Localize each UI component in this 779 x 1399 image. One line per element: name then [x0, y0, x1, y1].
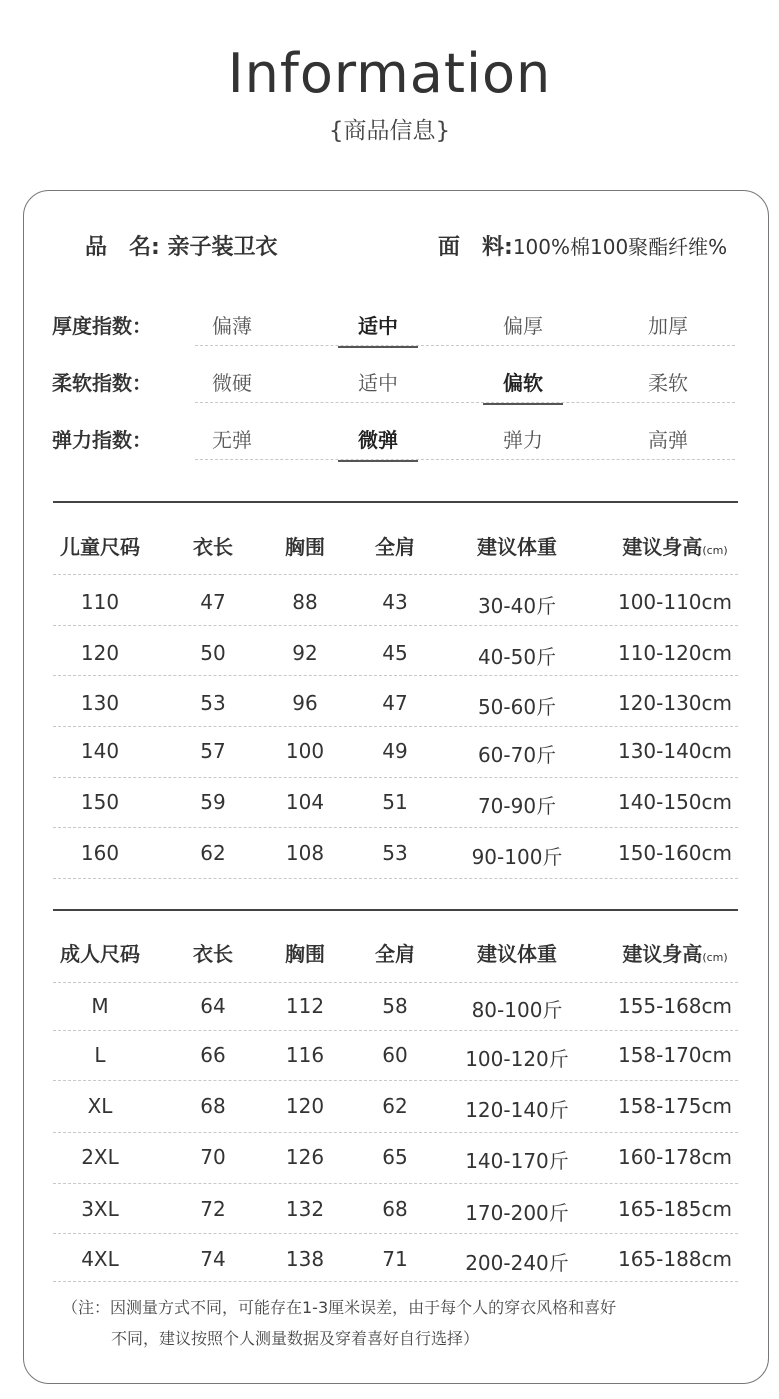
index-label: 柔软指数： [52, 371, 152, 395]
table-cell: 30-40斤 [477, 594, 557, 618]
table-cell: 43 [382, 590, 408, 614]
table-cell: 200-240斤 [465, 1251, 569, 1275]
table-cell: 60-70斤 [477, 743, 557, 767]
table-cell: 120-130cm [617, 691, 733, 715]
table-cell: 140-150cm [617, 790, 733, 814]
table-row-divider [53, 1281, 738, 1282]
table-cell: 132 [285, 1197, 325, 1221]
table-row-divider [53, 625, 738, 626]
table-header-label: 建议体重 [477, 535, 557, 559]
table-cell: 70 [200, 1145, 226, 1169]
index-option: 柔软 [648, 371, 688, 395]
table-header-label: 成人尺码 [60, 942, 140, 966]
table-cell: 50-60斤 [477, 695, 557, 719]
table-header-cell [452, 938, 582, 967]
table-cell: 112 [285, 994, 325, 1018]
table-cell: 2XL [81, 1145, 119, 1169]
table-cell: M [91, 994, 109, 1018]
table-cell: 70-90斤 [477, 794, 557, 818]
table-cell: 130 [80, 691, 120, 715]
table-cell: 150 [80, 790, 120, 814]
table-header-cell [610, 531, 740, 560]
table-cell: 100-120斤 [465, 1047, 569, 1071]
table-cell: 72 [200, 1197, 226, 1221]
table-cell: 62 [200, 841, 226, 865]
table-cell: 140 [80, 739, 120, 763]
table-cell: 170-200斤 [465, 1201, 569, 1225]
table-cell: 88 [292, 590, 318, 614]
table-cell: 100 [285, 739, 325, 763]
product-name [85, 230, 278, 261]
table-cell: 59 [200, 790, 226, 814]
table-header-label: 胸围 [285, 535, 325, 559]
table-row-divider [53, 726, 738, 727]
table-cell: 90-100斤 [471, 845, 563, 869]
index-divider [195, 345, 735, 346]
index-option: 无弹 [212, 428, 252, 452]
table-header-label: 胸围 [285, 942, 325, 966]
table-cell: 110-120cm [617, 641, 733, 665]
index-option-selected: 偏软 [483, 367, 563, 396]
table-cell: 160 [80, 841, 120, 865]
table-cell: 53 [382, 841, 408, 865]
index-option-selected: 微弹 [338, 424, 418, 453]
table-cell: 66 [200, 1043, 226, 1067]
table-cell: 104 [285, 790, 325, 814]
table-header-label: 建议身高 [622, 535, 703, 559]
table-header-cell [35, 531, 165, 560]
index-option: 适中 [358, 371, 398, 395]
adult-table-top-rule [53, 909, 738, 911]
table-cell: 68 [200, 1094, 226, 1118]
index-label: 厚度指数： [52, 314, 152, 338]
table-cell: 110 [80, 590, 120, 614]
table-cell: 150-160cm [617, 841, 733, 865]
product-material [438, 230, 727, 261]
table-cell: 51 [382, 790, 408, 814]
table-row-divider [53, 777, 738, 778]
table-row-divider [53, 982, 738, 983]
table-cell: 57 [200, 739, 226, 763]
page-title: Information [227, 42, 552, 105]
table-cell: 4XL [81, 1247, 119, 1271]
product-material-value: 100%棉100聚酯纤维% [512, 235, 728, 259]
table-row-divider [53, 675, 738, 676]
table-cell: 62 [382, 1094, 408, 1118]
height-unit: (cm) [702, 951, 728, 964]
index-option: 弹力 [503, 428, 543, 452]
table-cell: 96 [292, 691, 318, 715]
table-cell: 160-178cm [617, 1145, 733, 1169]
index-option: 偏厚 [503, 314, 543, 338]
table-row-divider [53, 574, 738, 575]
page-subtitle: {商品信息} [328, 118, 451, 144]
table-header-label: 全肩 [375, 535, 415, 559]
index-option: 加厚 [648, 314, 688, 338]
table-cell: 80-100斤 [471, 998, 563, 1022]
table-cell: 47 [200, 590, 226, 614]
table-cell: 158-170cm [617, 1043, 733, 1067]
table-header-label: 衣长 [193, 535, 233, 559]
table-header-cell [452, 531, 582, 560]
table-cell: 165-185cm [617, 1197, 733, 1221]
index-label: 弹力指数： [52, 428, 152, 452]
table-header-cell [330, 531, 460, 560]
index-option: 偏薄 [212, 314, 252, 338]
table-cell: 71 [382, 1247, 408, 1271]
height-unit: (cm) [702, 544, 728, 557]
table-cell: 64 [200, 994, 226, 1018]
table-cell: 126 [285, 1145, 325, 1169]
table-cell: 108 [285, 841, 325, 865]
table-cell: 158-175cm [617, 1094, 733, 1118]
table-cell: 45 [382, 641, 408, 665]
table-cell: 60 [382, 1043, 408, 1067]
table-header-cell [610, 938, 740, 967]
table-cell: XL [87, 1094, 113, 1118]
table-cell: 53 [200, 691, 226, 715]
table-cell: 120 [285, 1094, 325, 1118]
index-option: 微硬 [212, 371, 252, 395]
product-name-label: 品 名: [85, 235, 160, 260]
table-cell: 138 [285, 1247, 325, 1271]
index-option: 高弹 [648, 428, 688, 452]
table-cell: 74 [200, 1247, 226, 1271]
table-cell: 58 [382, 994, 408, 1018]
table-row-divider [53, 827, 738, 828]
table-row-divider [53, 1030, 738, 1031]
table-cell: 49 [382, 739, 408, 763]
table-cell: 130-140cm [617, 739, 733, 763]
table-header-label: 儿童尺码 [60, 535, 140, 559]
table-cell: 68 [382, 1197, 408, 1221]
table-cell: 120 [80, 641, 120, 665]
table-cell: 40-50斤 [477, 645, 557, 669]
table-row-divider [53, 1183, 738, 1184]
table-cell: 155-168cm [617, 994, 733, 1018]
table-header-label: 建议身高 [622, 942, 703, 966]
product-name-value: 亲子装卫衣 [167, 235, 278, 260]
table-row-divider [53, 878, 738, 879]
table-cell: 165-188cm [617, 1247, 733, 1271]
index-divider [195, 459, 735, 460]
table-header-cell [330, 938, 460, 967]
table-row-divider [53, 1233, 738, 1234]
table-cell: 100-110cm [617, 590, 733, 614]
kids-table-top-rule [53, 501, 738, 503]
table-cell: 140-170斤 [465, 1149, 569, 1173]
note-line-2: 不同，建议按照个人测量数据及穿着喜好自行选择） [111, 1329, 480, 1348]
index-divider [195, 402, 735, 403]
table-cell: 116 [285, 1043, 325, 1067]
table-row-divider [53, 1132, 738, 1133]
table-cell: 47 [382, 691, 408, 715]
note-line-1: （注：因测量方式不同，可能存在1-3厘米误差，由于每个人的穿衣风格和喜好 [62, 1298, 617, 1317]
table-cell: 65 [382, 1145, 408, 1169]
index-option-selected: 适中 [338, 310, 418, 339]
table-cell: L [94, 1043, 106, 1067]
table-header-label: 衣长 [193, 942, 233, 966]
table-cell: 50 [200, 641, 226, 665]
table-cell: 3XL [81, 1197, 119, 1221]
table-header-label: 建议体重 [477, 942, 557, 966]
table-header-cell [35, 938, 165, 967]
table-cell: 92 [292, 641, 318, 665]
table-cell: 120-140斤 [465, 1098, 569, 1122]
table-row-divider [53, 1080, 738, 1081]
product-material-label: 面 料: [438, 235, 513, 260]
table-header-label: 全肩 [375, 942, 415, 966]
